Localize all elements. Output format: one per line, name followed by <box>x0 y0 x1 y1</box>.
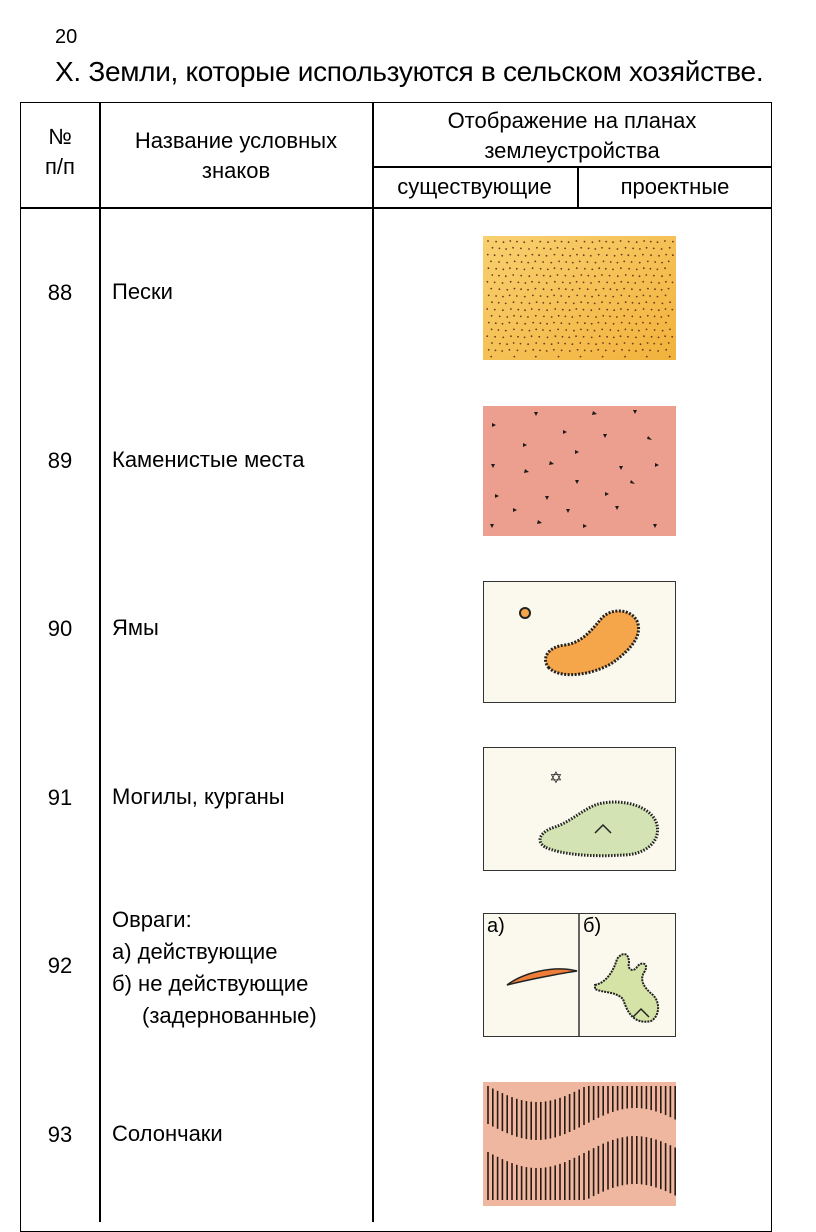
page-number: 20 <box>55 26 78 48</box>
ravine-label-b: б) <box>583 915 602 937</box>
pit-symbol <box>483 581 676 703</box>
row-number: 91 <box>47 785 73 810</box>
row-name: Могилы, курганы <box>112 784 285 809</box>
header-num: № п/п <box>45 124 75 179</box>
row-name: Каменистые места <box>112 447 305 472</box>
header-name: Название условных знаков <box>134 128 338 183</box>
row-name: Солончаки <box>112 1121 223 1146</box>
ravine-symbol <box>483 913 676 1037</box>
stony-symbol <box>483 406 676 536</box>
row-name: Овраги: а) действующие б) не действующие (задернованные) <box>112 907 317 1028</box>
mound-symbol <box>483 747 676 871</box>
row-number: 89 <box>47 448 73 473</box>
table-divider <box>99 102 101 1222</box>
svg-text:✡: ✡ <box>549 768 563 787</box>
table-divider <box>372 166 772 168</box>
header-existing: существующие <box>397 174 552 199</box>
row-number: 88 <box>47 280 73 305</box>
sand-symbol <box>483 236 676 360</box>
row-number: 92 <box>47 953 73 978</box>
table-divider <box>20 207 772 209</box>
header-projected: проектные <box>620 174 730 199</box>
row-number: 90 <box>47 616 73 641</box>
page-title: Х. Земли, которые используются в сельском хозяйстве. <box>55 56 764 87</box>
ravine-label-a: а) <box>487 915 505 937</box>
row-name: Пески <box>112 279 173 304</box>
row-number: 93 <box>47 1122 73 1147</box>
row-name: Ямы <box>112 615 159 640</box>
header-display: Отображение на планах землеустройства <box>447 108 697 163</box>
salt-marsh-symbol <box>483 1082 676 1206</box>
table-divider <box>372 102 374 1222</box>
